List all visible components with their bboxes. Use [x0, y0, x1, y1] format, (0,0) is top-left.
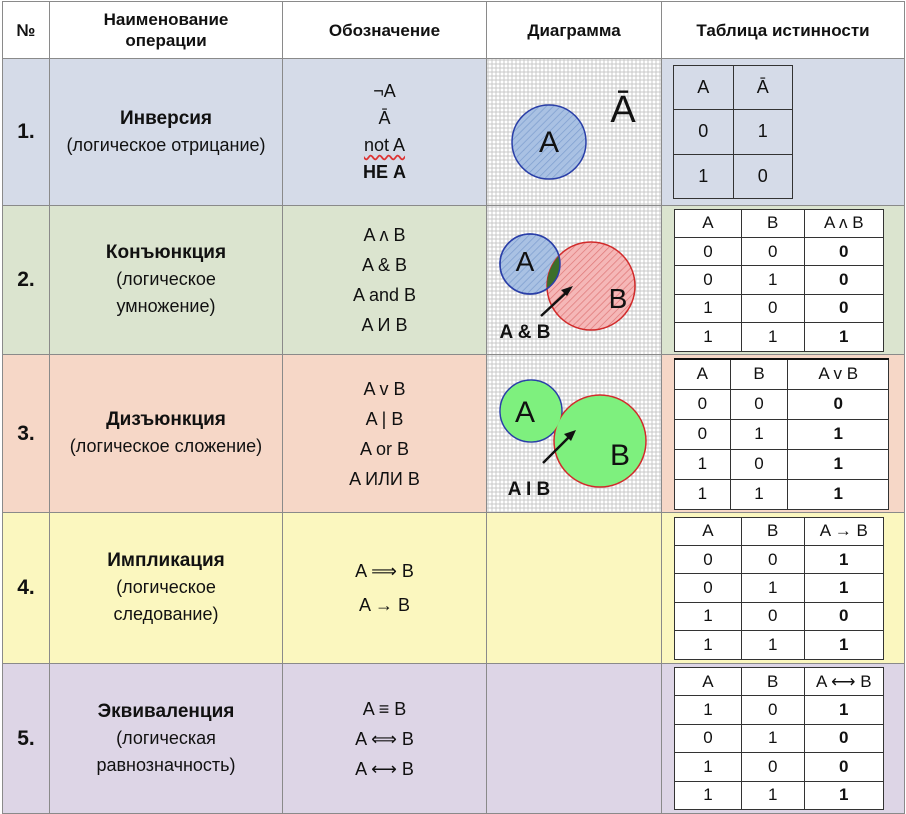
truth-result: 1	[804, 574, 883, 602]
truth-table-cell	[662, 513, 905, 664]
truth-value: 1	[674, 154, 734, 198]
diagram-cell-empty	[487, 664, 662, 814]
truth-value: 0	[675, 545, 742, 573]
truth-value: 0	[674, 110, 734, 154]
row-number: 5.	[3, 664, 50, 814]
circle-b-label: B	[608, 283, 628, 314]
truth-value: 0	[741, 696, 804, 724]
not-a-label: Ā	[610, 89, 636, 131]
truth-value: 1	[730, 479, 788, 509]
truth-result: 0	[804, 753, 883, 781]
truth-result: 1	[788, 419, 889, 449]
logic-operations-table	[2, 1, 905, 814]
truth-value: 1	[675, 781, 742, 809]
operation-name: Дизъюнкция	[106, 409, 226, 430]
notation-line: A ≡ B	[362, 698, 407, 719]
notation-line: A v B	[363, 378, 406, 399]
header-diagram: Диаграмма	[487, 2, 662, 59]
truth-value: 0	[675, 419, 731, 449]
truth-header: A	[675, 517, 742, 545]
notation-line: A | B	[365, 408, 404, 429]
truth-header: B	[741, 209, 804, 237]
notation-cell	[283, 206, 487, 355]
notation-cell	[283, 513, 487, 664]
truth-header: A ⟷ B	[804, 668, 883, 696]
truth-value: 1	[741, 631, 804, 659]
operation-name: Импликация	[107, 550, 225, 571]
row-implication	[3, 513, 905, 664]
row-inversion	[3, 59, 905, 206]
operation-name: Конъюнкция	[105, 242, 227, 263]
circle-a-label: A	[515, 246, 535, 277]
row-number: 3.	[3, 355, 50, 513]
truth-value: 1	[741, 724, 804, 752]
circle-a-label: A	[538, 126, 560, 159]
row-number: 4.	[3, 513, 50, 664]
diagram-cell	[487, 355, 662, 513]
notation-not-a: not A	[363, 135, 406, 155]
truth-table	[674, 667, 884, 810]
notation-line: A and B	[352, 285, 417, 305]
notation-line: A → B	[358, 595, 411, 615]
truth-value: 1	[733, 110, 793, 154]
truth-header: B	[730, 359, 788, 390]
truth-value: 0	[730, 449, 788, 479]
truth-value: 1	[741, 266, 804, 294]
notation-line: A & B	[361, 255, 408, 275]
diagram-cell	[487, 206, 662, 355]
truth-header: A	[675, 668, 742, 696]
circle-b	[554, 395, 646, 487]
truth-result: 1	[788, 449, 889, 479]
operation-name-cell	[50, 355, 283, 513]
truth-value: 0	[675, 237, 742, 265]
truth-value: 1	[675, 323, 742, 351]
truth-header: A v B	[788, 359, 889, 390]
truth-value: 0	[741, 545, 804, 573]
truth-value: 1	[741, 574, 804, 602]
truth-result: 1	[804, 631, 883, 659]
truth-result: 1	[804, 781, 883, 809]
conjunction-venn-diagram	[487, 206, 662, 354]
truth-header: A ʌ B	[804, 209, 883, 237]
header-row	[3, 2, 905, 59]
truth-table-cell	[662, 664, 905, 814]
truth-value: 1	[675, 696, 742, 724]
truth-header: B	[741, 517, 804, 545]
truth-value: 0	[733, 154, 793, 198]
operation-desc: (логическое сложение)	[69, 436, 263, 456]
truth-value: 0	[741, 602, 804, 630]
circle-a-label: A	[514, 396, 536, 429]
inversion-venn-diagram	[487, 59, 662, 205]
header-name-label: Наименование операции	[103, 10, 229, 50]
disjunction-venn-diagram	[487, 355, 662, 512]
row-number: 1.	[3, 59, 50, 206]
diagram-cell	[487, 59, 662, 206]
truth-value: 0	[675, 574, 742, 602]
header-num: №	[3, 2, 50, 59]
diagram-cell-empty	[487, 513, 662, 664]
truth-value: 1	[675, 602, 742, 630]
operation-desc: (логическое	[116, 577, 216, 597]
truth-header: A	[674, 66, 734, 110]
operation-desc: (логическое	[116, 269, 216, 289]
truth-header: A	[675, 359, 731, 390]
operation-name: Эквиваленция	[97, 700, 235, 722]
operation-name: Инверсия	[119, 107, 213, 129]
row-disjunction	[3, 355, 905, 513]
truth-value: 1	[730, 419, 788, 449]
row-conjunction	[3, 206, 905, 355]
circle-b-label: B	[609, 439, 631, 472]
truth-value: 1	[741, 323, 804, 351]
notation-line: A ⟷ B	[355, 758, 414, 779]
header-truth-table: Таблица истинности	[662, 2, 905, 59]
notation-line: A ⟹ B	[355, 561, 414, 581]
operation-desc: (логическое отрицание)	[66, 134, 266, 155]
truth-result: 0	[804, 294, 883, 322]
header-name	[50, 2, 283, 59]
operation-desc: равнозначность)	[96, 754, 236, 775]
truth-value: 0	[741, 237, 804, 265]
truth-value: 1	[741, 781, 804, 809]
truth-value: 1	[675, 294, 742, 322]
row-equivalence	[3, 664, 905, 814]
operation-desc: следование)	[113, 604, 219, 624]
truth-table-cell	[662, 355, 905, 513]
truth-value: 0	[741, 753, 804, 781]
truth-value: 0	[730, 389, 788, 419]
truth-result: 0	[788, 389, 889, 419]
notation-line: A ИЛИ B	[349, 468, 420, 489]
truth-value: 0	[675, 266, 742, 294]
notation-line: A ʌ B	[363, 225, 406, 245]
intersection-label: A & B	[499, 322, 551, 343]
truth-table	[673, 65, 793, 199]
truth-header: A → B	[804, 517, 883, 545]
notation-line: A И B	[361, 315, 408, 335]
truth-table	[674, 358, 889, 510]
truth-result: 0	[804, 724, 883, 752]
truth-header: A	[675, 209, 742, 237]
notation-line: Ā	[378, 108, 391, 128]
truth-header: B	[741, 668, 804, 696]
truth-result: 1	[804, 545, 883, 573]
notation-line: ¬A	[373, 81, 396, 101]
truth-table-cell	[662, 206, 905, 355]
truth-result: 1	[804, 696, 883, 724]
notation-cell	[283, 664, 487, 814]
notation-line: НЕ A	[362, 162, 406, 182]
truth-table	[674, 209, 884, 352]
truth-result: 0	[804, 602, 883, 630]
union-label: A I B	[507, 479, 551, 500]
operation-name-cell	[50, 513, 283, 664]
header-notation: Обозначение	[283, 2, 487, 59]
operation-name-cell	[50, 59, 283, 206]
truth-value: 1	[675, 753, 742, 781]
notation-cell	[283, 355, 487, 513]
truth-value: 0	[675, 724, 742, 752]
truth-result: 1	[788, 479, 889, 509]
truth-header: Ā	[733, 66, 793, 110]
operation-name-cell	[50, 206, 283, 355]
truth-result: 1	[804, 323, 883, 351]
truth-table	[674, 517, 884, 660]
row-number: 2.	[3, 206, 50, 355]
notation-line	[283, 132, 486, 159]
truth-table-cell	[662, 59, 905, 206]
truth-result: 0	[804, 266, 883, 294]
truth-result: 0	[804, 237, 883, 265]
operation-desc: умножение)	[116, 296, 216, 316]
notation-line: A or B	[359, 438, 410, 459]
truth-value: 1	[675, 479, 731, 509]
operation-name-cell	[50, 664, 283, 814]
truth-value: 0	[675, 389, 731, 419]
truth-value: 0	[741, 294, 804, 322]
operation-desc: (логическая	[116, 727, 216, 748]
truth-value: 1	[675, 449, 731, 479]
notation-line: A ⟺ B	[355, 728, 414, 749]
truth-value: 1	[675, 631, 742, 659]
notation-cell	[283, 59, 487, 206]
